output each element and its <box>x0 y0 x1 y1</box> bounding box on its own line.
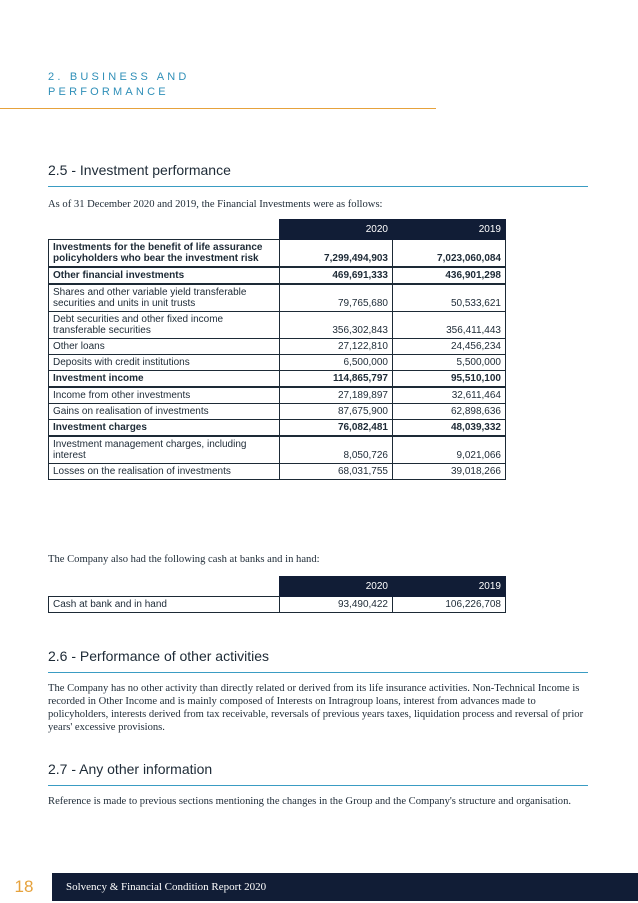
row-label: Debt securities and other fixed income transferable securities <box>49 312 280 339</box>
row-value-2020: 7,299,494,903 <box>280 240 393 268</box>
row-label: Investment management charges, including interest <box>49 436 280 464</box>
row-label: Other loans <box>49 339 280 355</box>
row-value-2020: 469,691,333 <box>280 267 393 284</box>
row-label: Investment charges <box>49 420 280 437</box>
row-value-2019: 62,898,636 <box>393 404 506 420</box>
cash-row-2019: 106,226,708 <box>393 597 506 613</box>
investments-row <box>49 404 506 420</box>
row-value-2020: 79,765,680 <box>280 284 393 312</box>
row-value-2020: 87,675,900 <box>280 404 393 420</box>
row-value-2020: 27,189,897 <box>280 387 393 404</box>
col-2019: 2019 <box>393 220 506 240</box>
cash-table-header <box>49 577 506 597</box>
row-value-2020: 68,031,755 <box>280 464 393 480</box>
investments-row <box>49 436 506 464</box>
investments-row <box>49 464 506 480</box>
col-2020: 2020 <box>280 220 393 240</box>
report-title: Solvency & Financial Condition Report 2020 <box>66 881 267 893</box>
row-value-2020: 8,050,726 <box>280 436 393 464</box>
row-value-2019: 5,500,000 <box>393 355 506 371</box>
row-value-2019: 39,018,266 <box>393 464 506 480</box>
row-value-2019: 356,411,443 <box>393 312 506 339</box>
investments-row <box>49 371 506 388</box>
row-label: Deposits with credit institutions <box>49 355 280 371</box>
cash-col-2020: 2020 <box>280 577 393 597</box>
row-label: Shares and other variable yield transferable securities and units in unit trusts <box>49 284 280 312</box>
cash-row <box>49 597 506 613</box>
investments-row <box>49 284 506 312</box>
row-value-2019: 436,901,298 <box>393 267 506 284</box>
heading-2-6-rule <box>48 672 588 673</box>
investments-row <box>49 312 506 339</box>
heading-2-6: 2.6 - Performance of other activities <box>48 648 269 664</box>
row-label: Losses on the realisation of investments <box>49 464 280 480</box>
heading-2-5-rule <box>48 186 588 187</box>
investments-intro: As of 31 December 2020 and 2019, the Financial Investments were as follows: <box>48 199 383 210</box>
cash-col-2019: 2019 <box>393 577 506 597</box>
investments-row <box>49 339 506 355</box>
row-label: Other financial investments <box>49 267 280 284</box>
row-value-2020: 114,865,797 <box>280 371 393 388</box>
row-value-2019: 95,510,100 <box>393 371 506 388</box>
other-information-text: Reference is made to previous sections mentioning the changes in the Group and the Company's structure and organisation. <box>48 796 572 807</box>
investments-row <box>49 420 506 437</box>
investments-table <box>48 219 506 480</box>
other-activities-text: The Company has no other activity than directly related or derived from its life insurance activities. Non-Technical Income is recorded in Other Income and is mainly composed of Interests on Intragroup loans, interest from advances made to policyholders, interests derived from tax receivable, reversals of previous years taxes, liquidation process and reversal of prior years' excessive provisions. <box>48 683 584 733</box>
heading-2-5: 2.5 - Investment performance <box>48 162 231 178</box>
row-value-2020: 76,082,481 <box>280 420 393 437</box>
investments-table-header <box>49 220 506 240</box>
investments-row <box>49 387 506 404</box>
investments-row <box>49 267 506 284</box>
investments-row <box>49 240 506 268</box>
section-title-line2: PERFORMANCE <box>48 86 169 98</box>
heading-2-7-rule <box>48 785 588 786</box>
page-number: 18 <box>14 877 34 896</box>
row-label: Investment income <box>49 371 280 388</box>
row-value-2019: 48,039,332 <box>393 420 506 437</box>
section-title <box>48 70 190 100</box>
cash-table <box>48 576 506 613</box>
row-value-2019: 24,456,234 <box>393 339 506 355</box>
row-label: Income from other investments <box>49 387 280 404</box>
row-value-2019: 9,021,066 <box>393 436 506 464</box>
row-label: Gains on realisation of investments <box>49 404 280 420</box>
row-value-2020: 356,302,843 <box>280 312 393 339</box>
section-divider <box>0 108 436 109</box>
row-value-2019: 32,611,464 <box>393 387 506 404</box>
row-value-2019: 7,023,060,084 <box>393 240 506 268</box>
row-value-2020: 6,500,000 <box>280 355 393 371</box>
cash-row-label: Cash at bank and in hand <box>49 597 280 613</box>
row-value-2020: 27,122,810 <box>280 339 393 355</box>
row-label: Investments for the benefit of life assurance policyholders who bear the investment risk <box>49 240 280 268</box>
footer-bar <box>52 873 638 901</box>
heading-2-7: 2.7 - Any other information <box>48 761 213 777</box>
cash-intro: The Company also had the following cash at banks and in hand: <box>48 554 320 565</box>
investments-row <box>49 355 506 371</box>
cash-row-2020: 93,490,422 <box>280 597 393 613</box>
row-value-2019: 50,533,621 <box>393 284 506 312</box>
section-title-line1: 2. BUSINESS AND <box>48 71 190 83</box>
